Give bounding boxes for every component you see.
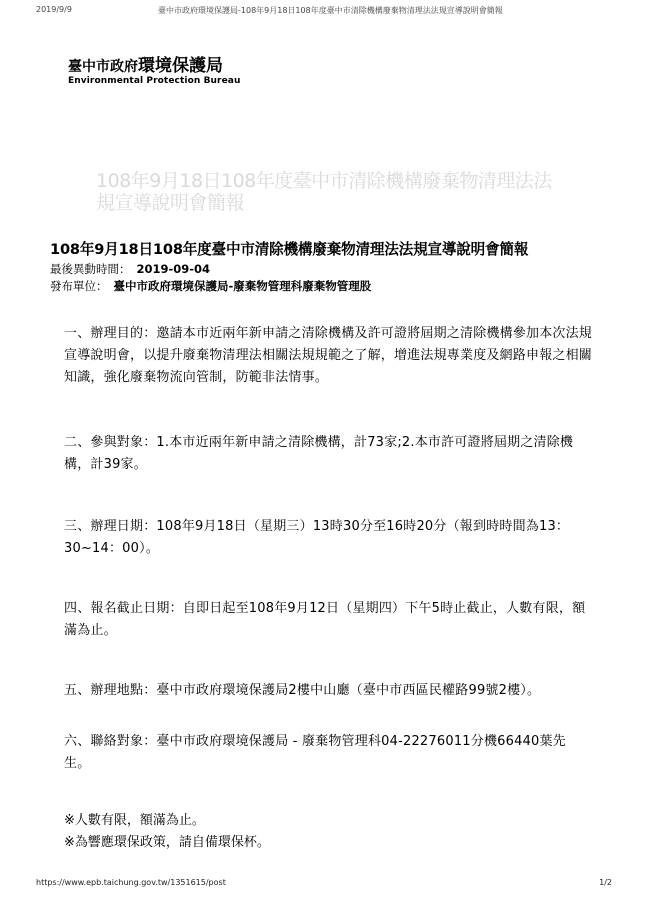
page-banner-title: 108年9月18日108年度臺中市清除機構廢棄物清理法法規宣導說明會簡報: [96, 170, 552, 214]
paragraph-venue: 五、辦理地點：臺中市政府環境保護局2樓中山廳（臺中市西區民權路99號2樓）。: [64, 683, 541, 698]
print-header-title: 臺中市政府環境保護局-108年9月18日108年度臺中市清除機構廢棄物清理法法規宣導說明會簡報: [158, 6, 503, 15]
logo-bureau-name: 環境保護局: [138, 56, 223, 76]
logo-chinese-name: [68, 58, 240, 75]
paragraph-contact: 六、聯絡對象：臺中市政府環境保護局 - 廢棄物管理科04-22276011分機66440葉先生。: [64, 734, 566, 771]
note-bring-cup: ※為響應環保政策，請自備環保杯。: [64, 835, 270, 850]
paragraph-date: 三、辦理日期：108年9月18日（星期三）13時30分至16時20分（報到時時間為13：30~14：00）。: [64, 519, 570, 556]
print-page-number: 1/2: [599, 878, 612, 887]
paragraph-purpose: 一、辦理目的：邀請本市近兩年新申請之清除機構及許可證將屆期之清除機構參加本次法規宣導說明會，以提升廢棄物清理法相關法規規範之了解，增進法規專業度及網路申報之相關知識，強化廢棄物流向管制，防範非法情事。: [64, 326, 593, 385]
print-date: 2019/9/9: [36, 5, 72, 14]
publisher-value: 臺中市政府環境保護局-廢棄物管理科廢棄物管理股: [113, 279, 372, 293]
paragraph-participants: 二、參與對象：1.本市近兩年新申請之清除機構，計73家;2.本市許可證將屆期之清除機構，計39家。: [64, 435, 574, 472]
updated-time-label: 最後異動時間：: [50, 262, 131, 276]
article-title: 108年9月18日108年度臺中市清除機構廢棄物清理法法規宣導說明會簡報: [50, 241, 529, 258]
paragraph-registration-deadline: 四、報名截止日期：自即日起至108年9月12日（星期四）下午5時止截止，人數有限，額滿為止。: [64, 601, 586, 638]
updated-time: [50, 262, 210, 277]
publisher-label: 發布單位：: [50, 279, 108, 293]
publisher: [50, 279, 371, 294]
logo-english-name: Environmental Protection Bureau: [68, 76, 241, 86]
logo-prefix: 臺中市政府: [68, 59, 138, 75]
note-limited-seats: ※人數有限，額滿為止。: [64, 813, 205, 828]
bureau-logo[interactable]: [68, 58, 240, 87]
print-footer-url: https://www.epb.taichung.gov.tw/1351615/post: [36, 878, 226, 887]
updated-time-value: 2019-09-04: [136, 262, 211, 276]
